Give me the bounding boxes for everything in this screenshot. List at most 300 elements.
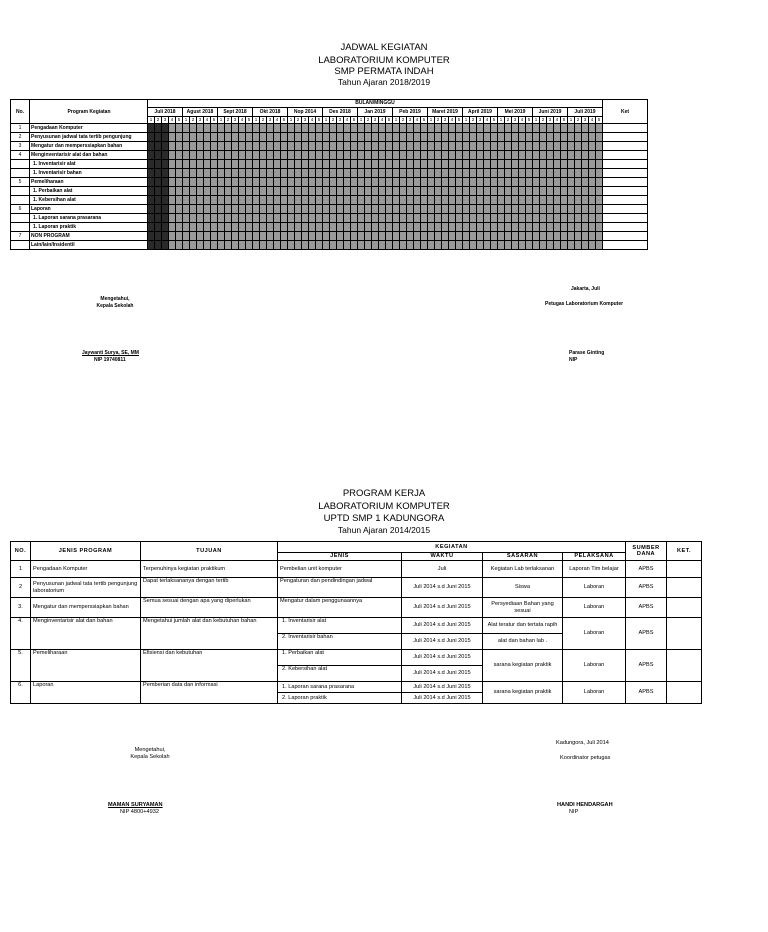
schedule-cell (568, 142, 575, 151)
schedule-cell (547, 178, 554, 187)
schedule-cell (456, 214, 463, 223)
schedule-cell (554, 133, 561, 142)
schedule-cell (239, 169, 246, 178)
schedule-cell (267, 124, 274, 133)
schedule-cell (484, 205, 491, 214)
month-label: Juli 2018 (148, 108, 183, 117)
schedule-cell (449, 232, 456, 241)
schedule-cell (218, 196, 225, 205)
schedule-cell (456, 133, 463, 142)
schedule-row (11, 223, 648, 232)
schedule-cell (176, 142, 183, 151)
schedule-cell (260, 241, 267, 250)
row-program: Mengatur dan memperssiapkan bahan (30, 142, 148, 151)
schedule-cell (365, 160, 372, 169)
schedule-cell (323, 232, 330, 241)
doc1-sign-right-role: Petugas Laboratorium Komputer (545, 301, 624, 307)
schedule-cell (582, 151, 589, 160)
schedule-cell (253, 232, 260, 241)
row-program: Mengatur dan memperssiapkan bahan (31, 598, 141, 618)
schedule-cell (274, 160, 281, 169)
schedule-cell (176, 178, 183, 187)
schedule-cell (498, 178, 505, 187)
schedule-cell (176, 124, 183, 133)
schedule-cell (372, 187, 379, 196)
schedule-cell (568, 205, 575, 214)
schedule-cell (414, 232, 421, 241)
schedule-cell (309, 151, 316, 160)
doc1-sign-right-name: Parase Ginting (569, 350, 605, 356)
doc1-sign-left-name: Jaywanti Surya, SE, MM (82, 350, 139, 356)
row-sumber-dana: APBS (626, 578, 667, 598)
schedule-cell (211, 142, 218, 151)
schedule-cell (400, 169, 407, 178)
schedule-cell (407, 187, 414, 196)
schedule-cell (547, 151, 554, 160)
schedule-cell (449, 169, 456, 178)
schedule-cell (491, 169, 498, 178)
row-ket (667, 578, 702, 598)
doc1-sign-left-name-block (82, 350, 162, 364)
schedule-cell (232, 205, 239, 214)
schedule-cell (414, 205, 421, 214)
schedule-cell (519, 196, 526, 205)
schedule-cell (449, 241, 456, 250)
schedule-cell (407, 232, 414, 241)
schedule-cell (372, 178, 379, 187)
schedule-cell (379, 142, 386, 151)
schedule-cell (169, 151, 176, 160)
week-label: 5 (526, 117, 533, 124)
schedule-cell (596, 232, 603, 241)
schedule-cell (211, 133, 218, 142)
schedule-cell (204, 205, 211, 214)
schedule-cell (561, 187, 568, 196)
row-ket (603, 232, 648, 241)
schedule-cell (477, 124, 484, 133)
schedule-cell (470, 205, 477, 214)
schedule-cell (505, 223, 512, 232)
schedule-cell (519, 187, 526, 196)
schedule-cell (498, 160, 505, 169)
schedule-cell (463, 133, 470, 142)
schedule-cell (302, 133, 309, 142)
schedule-cell (575, 241, 582, 250)
schedule-cell (232, 196, 239, 205)
row-sasaran-b: alat dan bahan lab . (483, 634, 563, 650)
schedule-cell (337, 142, 344, 151)
schedule-cell (442, 187, 449, 196)
row-program: Pemeliharaan (31, 650, 141, 682)
week-label: 4 (414, 117, 421, 124)
schedule-cell (540, 196, 547, 205)
schedule-cell (505, 133, 512, 142)
schedule-cell (407, 169, 414, 178)
row-pelaksana: Laboran (563, 598, 626, 618)
schedule-cell (218, 241, 225, 250)
doc2-sign-right-role: Koordinator petugas (560, 755, 611, 761)
schedule-cell (498, 142, 505, 151)
schedule-cell (183, 160, 190, 169)
schedule-cell (358, 232, 365, 241)
schedule-cell (505, 232, 512, 241)
schedule-cell (344, 142, 351, 151)
schedule-cell (498, 196, 505, 205)
schedule-cell (169, 169, 176, 178)
row-ket (603, 160, 648, 169)
schedule-cell (162, 196, 169, 205)
schedule-cell (281, 142, 288, 151)
schedule-cell (477, 205, 484, 214)
schedule-cell (197, 151, 204, 160)
schedule-cell (379, 133, 386, 142)
month-label: Mei 2019 (498, 108, 533, 117)
schedule-cell (470, 160, 477, 169)
schedule-cell (421, 169, 428, 178)
schedule-cell (246, 151, 253, 160)
row-program: 1. Kebersihan alat (30, 196, 148, 205)
row-ket (667, 682, 702, 704)
schedule-cell (232, 241, 239, 250)
row-program: 1. Inventarisir alat (30, 160, 148, 169)
schedule-cell (526, 124, 533, 133)
schedule-cell (393, 133, 400, 142)
schedule-cell (218, 169, 225, 178)
schedule-cell (393, 124, 400, 133)
schedule-cell (295, 151, 302, 160)
schedule-cell (204, 223, 211, 232)
row-tujuan: Pemberian data dan informasi (141, 682, 278, 704)
schedule-cell (470, 241, 477, 250)
schedule-cell (561, 241, 568, 250)
week-label: 4 (589, 117, 596, 124)
schedule-cell (267, 223, 274, 232)
schedule-cell (407, 196, 414, 205)
week-label: 5 (561, 117, 568, 124)
schedule-cell (505, 196, 512, 205)
header-pelaksana: PELAKSANA (563, 553, 626, 561)
doc1-school-year: Tahun Ajaran 2018/2019 (337, 77, 431, 87)
row-ket (603, 133, 648, 142)
schedule-cell (183, 169, 190, 178)
schedule-cell (176, 133, 183, 142)
schedule-cell (323, 133, 330, 142)
schedule-cell (491, 133, 498, 142)
schedule-cell (211, 232, 218, 241)
schedule-row (11, 214, 648, 223)
schedule-cell (197, 214, 204, 223)
row-sasaran: Persyediaan Bahan yang sesuai (483, 598, 563, 618)
schedule-cell (253, 196, 260, 205)
schedule-cell (316, 142, 323, 151)
schedule-cell (589, 223, 596, 232)
schedule-cell (281, 205, 288, 214)
schedule-cell (295, 205, 302, 214)
schedule-cell (582, 223, 589, 232)
doc1-sign-left-nip: NIP 19740811 (94, 357, 126, 363)
header-program: Program Kegiatan (30, 100, 148, 124)
doc2-subtitle-lab: LABORATORIUM KOMPUTER (318, 501, 450, 512)
schedule-cell (239, 187, 246, 196)
schedule-cell (456, 223, 463, 232)
row-jenis-b: 2. Inventarisir bahan (278, 634, 402, 650)
doc2-sign-right-place-date: Kadungora, Juli 2014 (556, 740, 609, 746)
schedule-cell (561, 160, 568, 169)
row-no (11, 196, 30, 205)
schedule-cell (575, 151, 582, 160)
schedule-cell (169, 223, 176, 232)
schedule-cell (491, 187, 498, 196)
row-ket (667, 561, 702, 578)
schedule-cell (449, 187, 456, 196)
schedule-cell (449, 151, 456, 160)
doc2-sign-right-name: HANDI HENDARGAH (557, 802, 613, 808)
week-label: 2 (225, 117, 232, 124)
schedule-cell (505, 187, 512, 196)
week-label: 1 (533, 117, 540, 124)
table-row (11, 598, 702, 618)
schedule-cell (155, 133, 162, 142)
schedule-cell (190, 151, 197, 160)
schedule-cell (365, 241, 372, 250)
doc2-sign-left-nip: NIP 4800+4932 (120, 809, 159, 815)
schedule-cell (589, 232, 596, 241)
schedule-cell (204, 133, 211, 142)
schedule-cell (267, 196, 274, 205)
row-sasaran-a: Alat teratur dan tertata rapih (483, 618, 563, 634)
schedule-cell (365, 223, 372, 232)
schedule-cell (239, 151, 246, 160)
schedule-cell (330, 223, 337, 232)
row-waktu-a: Juli 2014 s.d Juni 2015 (402, 618, 483, 634)
schedule-cell (288, 133, 295, 142)
schedule-cell (491, 196, 498, 205)
schedule-cell (526, 142, 533, 151)
schedule-cell (568, 241, 575, 250)
schedule-cell (498, 205, 505, 214)
schedule-cell (232, 178, 239, 187)
schedule-cell (428, 169, 435, 178)
schedule-cell (183, 241, 190, 250)
schedule-cell (204, 241, 211, 250)
schedule-cell (491, 223, 498, 232)
row-program: Lain/lain/Insidentil (30, 241, 148, 250)
doc2-sign-left-line2: Kepala Sekolah (130, 754, 170, 760)
schedule-cell (281, 133, 288, 142)
row-jenis-a: 1. Perbaikan alat (278, 650, 402, 666)
schedule-cell (218, 214, 225, 223)
schedule-cell (274, 214, 281, 223)
week-label: 3 (162, 117, 169, 124)
schedule-cell (323, 178, 330, 187)
schedule-cell (281, 160, 288, 169)
schedule-cell (540, 169, 547, 178)
schedule-cell (323, 169, 330, 178)
row-no (11, 214, 30, 223)
schedule-cell (400, 232, 407, 241)
schedule-cell (225, 133, 232, 142)
schedule-cell (365, 142, 372, 151)
schedule-cell (456, 151, 463, 160)
schedule-cell (211, 241, 218, 250)
schedule-row (11, 241, 648, 250)
schedule-cell (463, 232, 470, 241)
schedule-cell (190, 205, 197, 214)
schedule-cell (540, 124, 547, 133)
schedule-cell (554, 223, 561, 232)
schedule-cell (351, 232, 358, 241)
schedule-cell (246, 232, 253, 241)
schedule-cell (379, 124, 386, 133)
schedule-cell (169, 142, 176, 151)
schedule-cell (596, 241, 603, 250)
schedule-cell (162, 214, 169, 223)
schedule-cell (470, 214, 477, 223)
schedule-cell (428, 124, 435, 133)
schedule-cell (309, 133, 316, 142)
schedule-cell (267, 133, 274, 142)
schedule-cell (169, 160, 176, 169)
schedule-cell (554, 241, 561, 250)
schedule-cell (197, 241, 204, 250)
row-ket (603, 223, 648, 232)
month-label: Agust 2018 (183, 108, 218, 117)
schedule-cell (393, 196, 400, 205)
schedule-cell (477, 169, 484, 178)
schedule-cell (547, 160, 554, 169)
schedule-cell (554, 214, 561, 223)
schedule-cell (596, 151, 603, 160)
schedule-cell (519, 142, 526, 151)
schedule-cell (372, 124, 379, 133)
schedule-cell (211, 223, 218, 232)
schedule-cell (491, 232, 498, 241)
schedule-cell (337, 124, 344, 133)
schedule-cell (456, 232, 463, 241)
schedule-cell (365, 187, 372, 196)
schedule-cell (169, 124, 176, 133)
schedule-cell (253, 160, 260, 169)
schedule-cell (246, 187, 253, 196)
schedule-cell (316, 133, 323, 142)
schedule-cell (512, 214, 519, 223)
schedule-cell (379, 151, 386, 160)
schedule-cell (183, 196, 190, 205)
schedule-cell (274, 169, 281, 178)
schedule-cell (505, 160, 512, 169)
schedule-cell (288, 196, 295, 205)
schedule-cell (491, 241, 498, 250)
schedule-cell (218, 160, 225, 169)
schedule-cell (183, 142, 190, 151)
doc1-sign-right-place-date: Jakarta, Juli (571, 286, 600, 292)
schedule-row (11, 124, 648, 133)
schedule-cell (232, 223, 239, 232)
schedule-row (11, 205, 648, 214)
schedule-cell (463, 169, 470, 178)
schedule-cell (470, 232, 477, 241)
schedule-cell (155, 196, 162, 205)
schedule-cell (253, 151, 260, 160)
row-no (11, 187, 30, 196)
schedule-cell (575, 124, 582, 133)
schedule-cell (407, 160, 414, 169)
schedule-cell (183, 232, 190, 241)
schedule-cell (288, 160, 295, 169)
schedule-cell (575, 196, 582, 205)
schedule-cell (344, 187, 351, 196)
row-sumber-dana: APBS (626, 682, 667, 704)
schedule-cell (330, 187, 337, 196)
schedule-cell (477, 214, 484, 223)
schedule-cell (197, 169, 204, 178)
schedule-cell (449, 133, 456, 142)
schedule-cell (372, 160, 379, 169)
schedule-cell (358, 169, 365, 178)
schedule-cell (365, 169, 372, 178)
schedule-cell (470, 142, 477, 151)
week-label: 1 (218, 117, 225, 124)
schedule-cell (358, 196, 365, 205)
schedule-cell (302, 160, 309, 169)
schedule-cell (428, 133, 435, 142)
week-label: 1 (463, 117, 470, 124)
schedule-cell (456, 241, 463, 250)
schedule-cell (260, 169, 267, 178)
schedule-cell (344, 178, 351, 187)
schedule-cell (470, 169, 477, 178)
schedule-cell (232, 133, 239, 142)
week-label: 4 (379, 117, 386, 124)
schedule-cell (281, 223, 288, 232)
schedule-cell (246, 142, 253, 151)
schedule-cell (358, 214, 365, 223)
doc2-title: PROGRAM KERJA (342, 488, 426, 499)
schedule-cell (162, 232, 169, 241)
schedule-cell (218, 142, 225, 151)
row-pelaksana: Laboran (563, 650, 626, 682)
schedule-cell (519, 241, 526, 250)
schedule-cell (260, 196, 267, 205)
doc2-sign-left-name: MAMAN SURYAMAN (108, 802, 163, 808)
schedule-cell (365, 214, 372, 223)
header-sumber-dana: SUMBER DANA (626, 542, 667, 561)
schedule-cell (400, 196, 407, 205)
schedule-cell (484, 214, 491, 223)
week-label: 4 (554, 117, 561, 124)
row-waktu: Juli (402, 561, 483, 578)
schedule-cell (323, 187, 330, 196)
row-tujuan: Terpenuhinya kegiatan praktikum (141, 561, 278, 578)
schedule-cell (449, 178, 456, 187)
schedule-cell (260, 151, 267, 160)
row-waktu-a: Juli 2014 s.d Juni 2015 (402, 682, 483, 693)
table-row (11, 561, 702, 578)
schedule-cell (435, 241, 442, 250)
schedule-cell (218, 205, 225, 214)
schedule-cell (512, 151, 519, 160)
doc1-sign-left (80, 296, 150, 310)
month-label: Peb 2019 (393, 108, 428, 117)
schedule-cell (155, 205, 162, 214)
schedule-cell (526, 214, 533, 223)
week-label: 1 (393, 117, 400, 124)
schedule-cell (435, 169, 442, 178)
month-label: Okt 2018 (253, 108, 288, 117)
schedule-cell (414, 160, 421, 169)
row-waktu-b: Juli 2014 s.d Juni 2015 (402, 634, 483, 650)
work-program-table (10, 541, 702, 704)
